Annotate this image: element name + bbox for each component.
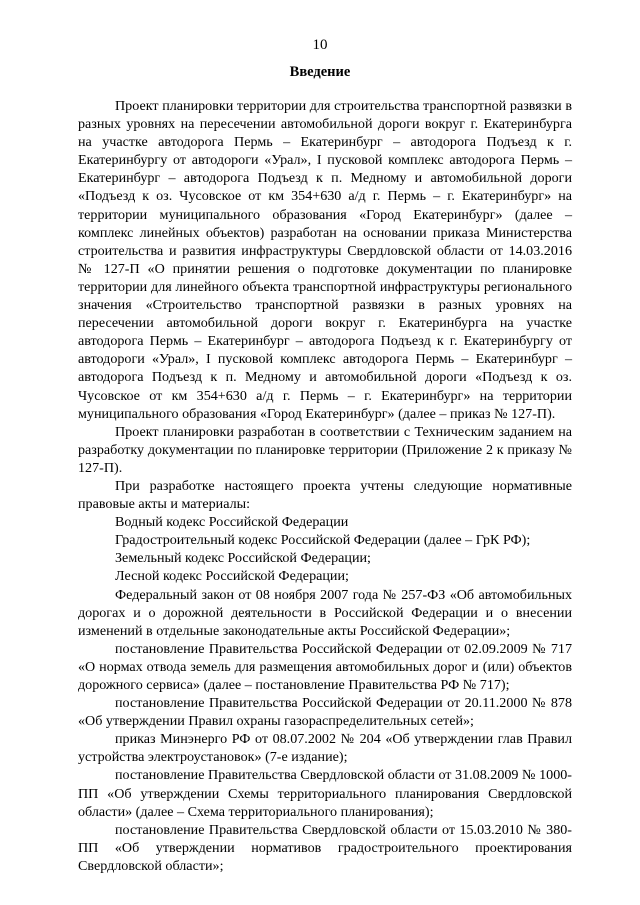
document-body — [78, 97, 572, 875]
list-item-land-code: Земельный кодекс Российской Федерации; — [115, 550, 371, 567]
list-item-water-code: Водный кодекс Российской Федерации — [115, 514, 349, 531]
list-item-federal-law-257: Федеральный закон от 08 ноября 2007 года № 257-ФЗ «Об автомобильных дорогах и о дорожной деятельности в Российской Федерации и о внесении изменений в отдельные законодательные акты Российской Федерации»; — [78, 586, 572, 639]
paragraph-regulations-intro: При разработке настоящего проекта учтены следующие нормативные правовые акты и материалы: — [78, 477, 572, 513]
list-item-decree-380: постановление Правительства Свердловской области от 15.03.2010 № 380-ПП «Об утверждении нормативов градостроительного проектирования Свердловской области»; — [78, 821, 572, 874]
list-item-decree-878: постановление Правительства Российской Федерации от 20.11.2000 № 878 «Об утверждении Правил охраны газораспределительных сетей»; — [78, 695, 572, 730]
list-item-order-204: приказ Минэнерго РФ от 08.07.2002 № 204 «Об утверждении глав Правил устройства электроустановок» (7-е издание); — [78, 731, 572, 766]
list-item-decree-1000: постановление Правительства Свердловской области от 31.08.2009 № 1000-ПП «Об утверждении Схемы территориального планирования Свердловской области» (далее – Схема территориального планирования); — [78, 767, 572, 820]
list-item-decree-717: постановление Правительства Российской Федерации от 02.09.2009 № 717 «О нормах отвода земель для размещения автомобильных дорог и (или) объектов дорожного сервиса» (далее – постановление Правительства РФ № 717); — [78, 640, 572, 693]
list-item-urban-code: Градостроительный кодекс Российской Федерации (далее – ГрК РФ); — [115, 532, 531, 549]
section-title: Введение — [289, 64, 351, 80]
paragraph-basis: Проект планировки разработан в соответствии с Техническим заданием на разработку документации по планировке территории (Приложение 2 к приказу № 127-П). — [78, 423, 572, 476]
list-item-forest-code: Лесной кодекс Российской Федерации; — [115, 568, 349, 585]
paragraph-intro: Проект планировки территории для строительства транспортной развязки в разных уровнях на пересечении автомобильной дороги вокруг г. Екатеринбурга на участке автодорога Пермь – Екатеринбург – автодорога Подъезд к г. Екатеринбургу от автодороги «Урал», I пусковой комплекс автодорога Пермь – Екатеринбург – автодорога Подъезд к п. Медному и автомобильной дороги «Подъезд к оз. Чусовское от км 354+630 а/д г. Пермь – г. Екатеринбург» на территории муниципального образования «Город Екатеринбург» (далее – комплекс линейных объектов) разработан на основании приказа Министерства строительства и развития инфраструктуры Свердловской области от 14.03.2016 № 127-П «О принятии решения о подготовке документации по планировке территории для линейного объекта транспортной инфраструктуры регионального значения «Строительство транспортной развязки в разных уровнях на пересечении автомобильной дороги вокруг г. Екатеринбурга на участке автодорога Пермь – Екатеринбург – автодорога Подъезд к г. Екатеринбургу от автодороги «Урал», I пусковой комплекс автодорога Пермь – Екатеринбург – автодорога Подъезд к п. Медному и автомобильной дороги «Подъезд к оз. Чусовское от км 354+630 а/д г. Пермь – г. Екатеринбург» на территории муниципального образования «Город Екатеринбург» (далее – приказ № 127-П). — [78, 98, 572, 422]
page-number: 10 — [312, 37, 328, 53]
